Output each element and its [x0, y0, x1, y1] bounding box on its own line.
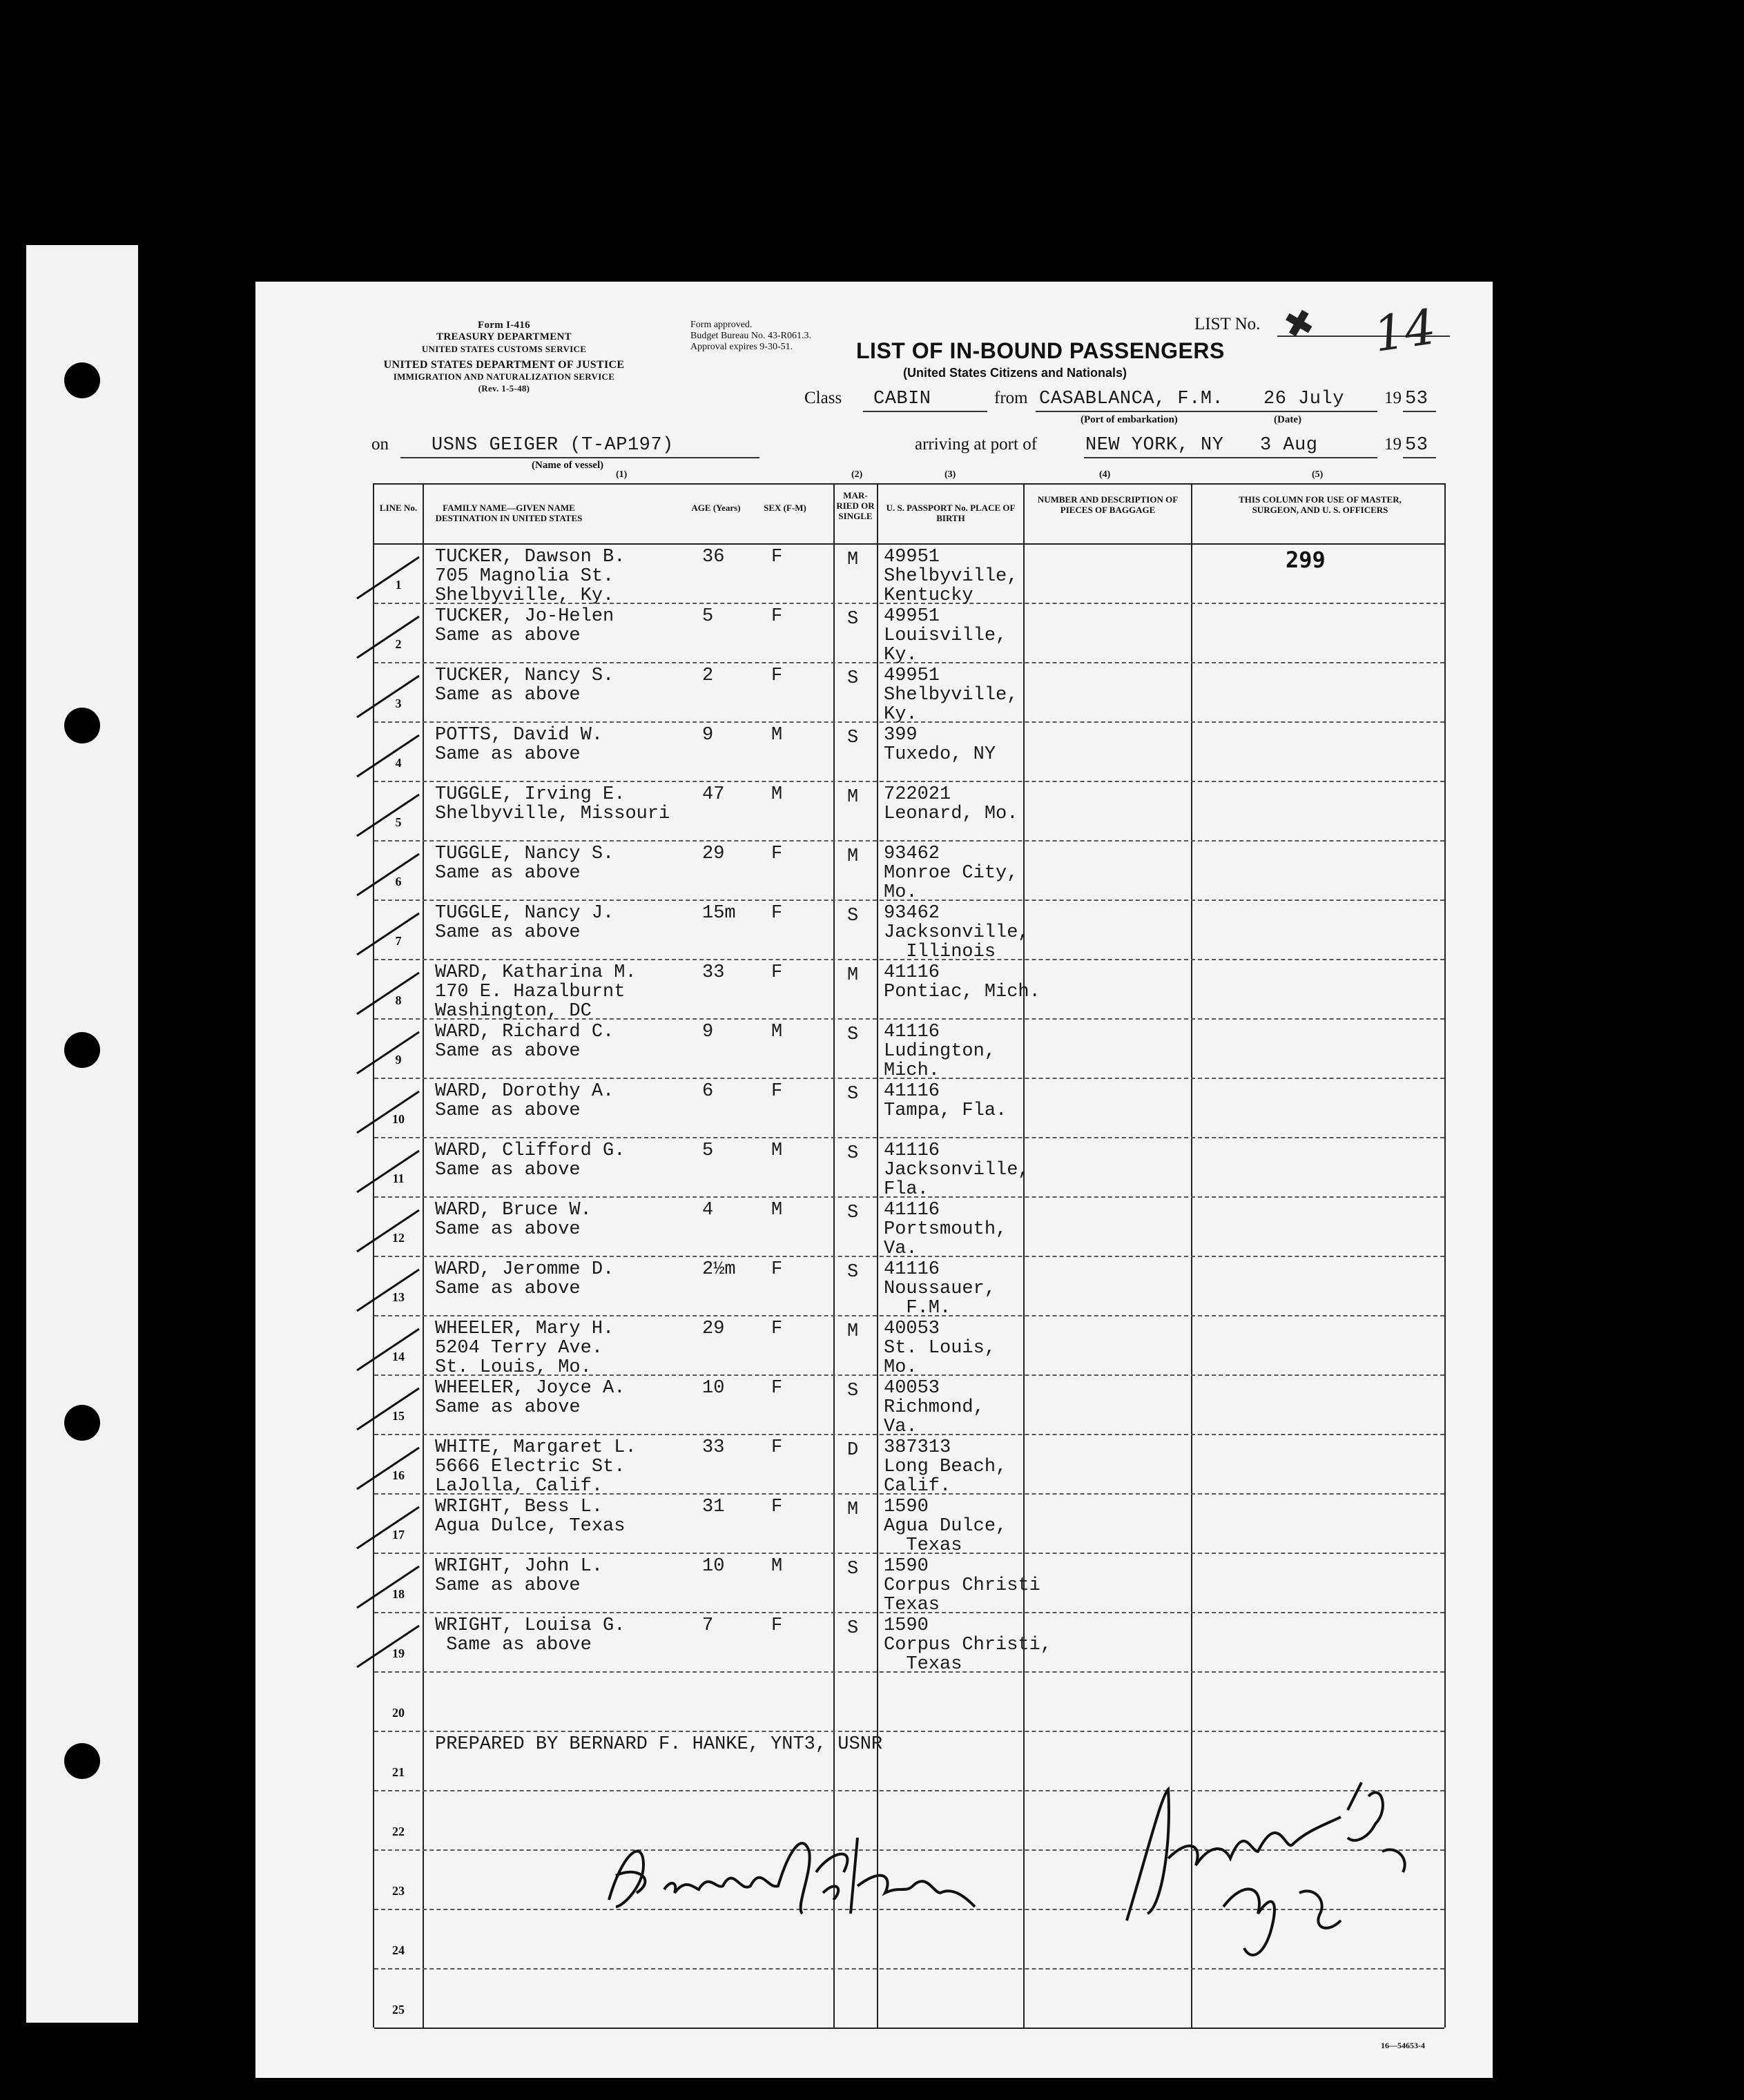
passenger-age: 5 [702, 606, 714, 627]
passenger-name: WARD, Clifford G. Same as above [435, 1140, 626, 1180]
list-no-label: LIST No. [1194, 315, 1261, 333]
col-married: MAR-RIED OR SINGLE [836, 490, 875, 521]
officer-note: 299 [1286, 547, 1326, 573]
footer-code: 16—54653-4 [1381, 2041, 1425, 2050]
col-number-5: (5) [1312, 469, 1324, 480]
passenger-sex: F [771, 1259, 783, 1280]
check-mark-icon [357, 557, 419, 605]
line-number: 15 [392, 1409, 405, 1423]
arrival-line [1084, 457, 1377, 458]
form-number: Form I-416 [478, 320, 530, 331]
col-line-no: LINE No. [379, 503, 418, 513]
passenger-name: WRIGHT, Louisa G. Same as above [435, 1615, 626, 1655]
passenger-age: 4 [702, 1200, 714, 1221]
table-row [374, 840, 1444, 903]
arrival-year-prefix: 19 [1384, 435, 1402, 454]
struck-list-number: ✖ [1279, 300, 1319, 349]
punch-hole [64, 1405, 100, 1441]
port-embarkation-caption: (Port of embarkation) [1081, 414, 1178, 425]
passenger-age: 33 [702, 1437, 725, 1458]
table-row [374, 721, 1444, 781]
passenger-marital-status: S [847, 1559, 859, 1579]
passenger-passport: 1590 Corpus Christi Texas [884, 1556, 1040, 1615]
line-number: 19 [392, 1646, 405, 1660]
passenger-age: 2½m [702, 1259, 736, 1280]
passenger-passport: 41116 Ludington, Mich. [884, 1022, 996, 1081]
table-row [374, 1434, 1444, 1497]
check-mark-icon [357, 795, 419, 843]
passenger-marital-status: S [847, 1203, 859, 1223]
check-mark-icon [357, 854, 419, 902]
passenger-name: WARD, Richard C. Same as above [435, 1022, 614, 1062]
table-row [374, 1196, 1444, 1259]
passenger-age: 15m [702, 903, 736, 924]
line-number: 13 [392, 1290, 405, 1304]
passenger-name: TUCKER, Jo-Helen Same as above [435, 606, 614, 646]
passenger-passport: 49951 Shelbyville, Ky. [884, 665, 1018, 725]
perforated-strip [26, 245, 138, 2023]
passenger-passport: 93462 Monroe City, Mo. [884, 844, 1018, 903]
passenger-sex: M [771, 1200, 783, 1221]
passenger-passport: 49951 Louisville, Ky. [884, 606, 1007, 665]
check-mark-icon [357, 735, 419, 784]
passenger-passport: 41116 Portsmouth, Va. [884, 1200, 1007, 1259]
arriving-label: arriving at port of [915, 435, 1038, 454]
passenger-name: TUGGLE, Nancy J. Same as above [435, 903, 614, 943]
line-number: 5 [395, 815, 402, 829]
check-mark-icon [357, 1448, 419, 1496]
line-number: 24 [392, 1943, 405, 1957]
passenger-age: 29 [702, 1319, 725, 1339]
check-mark-icon [357, 1507, 419, 1555]
vessel-caption: (Name of vessel) [532, 460, 604, 471]
check-mark-icon [357, 1626, 419, 1674]
passenger-name: PREPARED BY BERNARD F. HANKE, YNT3, USNR [435, 1734, 883, 1755]
passenger-passport: 722021 Leonard, Mo. [884, 784, 1018, 824]
passenger-age: 31 [702, 1497, 725, 1517]
passenger-sex: F [771, 844, 783, 864]
passenger-age: 9 [702, 1022, 714, 1042]
table-row [374, 1315, 1444, 1378]
line-number: 14 [392, 1350, 405, 1363]
check-mark-icon [357, 1388, 419, 1437]
year-prefix: 19 [1384, 389, 1402, 407]
passenger-list-form [255, 282, 1493, 2078]
passenger-name: WARD, Katharina M. 170 E. Hazalburnt Washington, DC [435, 962, 637, 1022]
line-number: 18 [392, 1587, 405, 1601]
vessel-name: USNS GEIGER (T-AP197) [432, 435, 674, 456]
passenger-marital-status: S [847, 1262, 859, 1283]
passenger-age: 10 [702, 1378, 725, 1399]
check-mark-icon [357, 676, 419, 724]
passenger-age: 9 [702, 725, 714, 746]
passenger-sex: M [771, 784, 783, 805]
passenger-marital-status: M [847, 1499, 859, 1520]
passenger-marital-status: S [847, 609, 859, 630]
from-date: 26 July [1263, 389, 1344, 409]
passenger-passport: 41116 Pontiac, Mich. [884, 962, 1040, 1002]
passenger-sex: F [771, 665, 783, 686]
passenger-marital-status: D [847, 1440, 859, 1461]
table-row [374, 1968, 1444, 2028]
passenger-marital-status: M [847, 550, 859, 570]
passenger-sex: F [771, 1378, 783, 1399]
passenger-passport: 41116 Jacksonville, Fla. [884, 1140, 1029, 1200]
passenger-age: 29 [702, 844, 725, 864]
passenger-passport: 399 Tuxedo, NY [884, 725, 996, 765]
signature [595, 1824, 982, 1934]
passenger-sex: F [771, 1497, 783, 1517]
table-row [374, 1078, 1444, 1137]
table-row [374, 959, 1444, 1022]
table-row [374, 603, 1444, 665]
from-label: from [994, 389, 1028, 407]
table-row [374, 1671, 1444, 1731]
class-label: Class [804, 389, 842, 407]
passenger-name: WHITE, Margaret L. 5666 Electric St. LaJolla, Calif. [435, 1437, 637, 1497]
list-no-value: 14 [1370, 298, 1440, 363]
passenger-passport: 40053 Richmond, Va. [884, 1378, 985, 1437]
passenger-name: TUCKER, Dawson B. 705 Magnolia St. Shelbyville, Ky. [435, 547, 626, 606]
line-number: 25 [392, 2003, 405, 2016]
from-year: 53 [1405, 389, 1428, 409]
officer-signature [1120, 1769, 1437, 1976]
on-label: on [371, 435, 389, 454]
line-number: 4 [395, 756, 402, 770]
passenger-passport: 41116 Noussauer, F.M. [884, 1259, 996, 1319]
revision-label: (Rev. 1-5-48) [478, 383, 530, 393]
check-mark-icon [357, 1032, 419, 1080]
passenger-passport: 93462 Jacksonville, Illinois [884, 903, 1029, 962]
budget-bureau: Budget Bureau No. 43-R061.3. [690, 331, 811, 341]
passenger-marital-status: S [847, 1143, 859, 1164]
passenger-sex: F [771, 606, 783, 627]
line-number: 1 [395, 578, 402, 592]
passenger-sex: F [771, 1437, 783, 1458]
check-mark-icon [357, 1329, 419, 1377]
treasury-department: TREASURY DEPARTMENT [436, 331, 572, 342]
table-row [374, 1493, 1444, 1556]
passenger-sex: M [771, 725, 783, 746]
table-row [374, 1256, 1444, 1319]
page-subtitle: (United States Citizens and Nationals) [902, 366, 1127, 380]
passenger-sex: F [771, 1319, 783, 1339]
line-number: 16 [392, 1468, 405, 1482]
passenger-marital-status: S [847, 1618, 859, 1639]
check-mark-icon [357, 1566, 419, 1615]
passenger-sex: M [771, 1556, 783, 1577]
check-mark-icon [357, 913, 419, 962]
row-divider [374, 2028, 1444, 2029]
passenger-age: 33 [702, 962, 725, 983]
passenger-age: 10 [702, 1556, 725, 1577]
passenger-marital-status: M [847, 787, 859, 808]
passenger-name: TUCKER, Nancy S. Same as above [435, 665, 614, 706]
passenger-passport: 1590 Agua Dulce, Texas [884, 1497, 1007, 1556]
table-row [374, 662, 1444, 725]
table-row [374, 900, 1444, 962]
line-number: 12 [392, 1231, 405, 1245]
passenger-passport: 387313 Long Beach, Calif. [884, 1437, 1007, 1497]
passenger-marital-status: M [847, 846, 859, 867]
col-name: FAMILY NAME—GIVEN NAME DESTINATION IN UNITED STATES [435, 503, 583, 523]
col-age: AGE (Years) [691, 503, 741, 513]
vessel-line [400, 457, 759, 458]
passenger-age: 36 [702, 547, 725, 567]
passenger-passport: 1590 Corpus Christi, Texas [884, 1615, 1052, 1675]
passenger-marital-status: S [847, 728, 859, 748]
passenger-marital-status: S [847, 668, 859, 689]
passenger-name: WRIGHT, Bess L. Agua Dulce, Texas [435, 1497, 626, 1537]
signature-text [637, 1938, 909, 1973]
class-line [863, 411, 987, 412]
passenger-sex: F [771, 1081, 783, 1102]
passenger-name: WHEELER, Joyce A. Same as above [435, 1378, 626, 1418]
passenger-sex: F [771, 547, 783, 567]
department-of-justice: UNITED STATES DEPARTMENT OF JUSTICE [383, 359, 625, 371]
passenger-name: TUGGLE, Nancy S. Same as above [435, 844, 614, 884]
line-number: 11 [392, 1171, 405, 1185]
punch-hole [64, 362, 100, 398]
col-sex: SEX (F-M) [764, 503, 806, 513]
table-row [374, 1374, 1444, 1437]
line-number: 8 [395, 993, 402, 1007]
arrival-year-line [1403, 457, 1436, 458]
passenger-name: WARD, Jeromme D. Same as above [435, 1259, 614, 1299]
passenger-marital-status: M [847, 1321, 859, 1342]
line-number: 7 [395, 934, 402, 948]
passenger-age: 47 [702, 784, 725, 805]
check-mark-icon [357, 616, 419, 665]
line-number: 20 [392, 1706, 405, 1720]
from-port: CASABLANCA, F.M. [1039, 389, 1224, 409]
passenger-name: WRIGHT, John L. Same as above [435, 1556, 603, 1596]
date-caption: (Date) [1274, 414, 1301, 425]
line-number: 21 [392, 1765, 405, 1779]
table-row [374, 1612, 1444, 1675]
col-number-3: (3) [944, 469, 956, 480]
table-row [374, 543, 1444, 606]
passenger-name: POTTS, David W. Same as above [435, 725, 603, 765]
arrival-port: NEW YORK, NY [1085, 435, 1224, 456]
check-mark-icon [357, 973, 419, 1021]
arrival-date: 3 Aug [1260, 435, 1318, 456]
table-row [374, 781, 1444, 840]
table-row [374, 1018, 1444, 1081]
passenger-marital-status: M [847, 965, 859, 986]
check-mark-icon [357, 1091, 419, 1140]
line-number: 22 [392, 1825, 405, 1838]
passenger-age: 6 [702, 1081, 714, 1102]
punch-hole [64, 1743, 100, 1779]
passenger-sex: F [771, 1615, 783, 1636]
passenger-sex: F [771, 903, 783, 924]
line-number: 17 [392, 1528, 405, 1542]
passenger-sex: M [771, 1022, 783, 1042]
col-number-4: (4) [1099, 469, 1111, 480]
passenger-name: WARD, Bruce W. Same as above [435, 1200, 592, 1240]
page-title: LIST OF IN-BOUND PASSENGERS [856, 338, 1225, 363]
line-number: 10 [392, 1112, 405, 1126]
passenger-passport: 41116 Tampa, Fla. [884, 1081, 1007, 1121]
form-approved: Form approved. [690, 320, 753, 330]
passenger-marital-status: S [847, 1024, 859, 1045]
table-row [374, 1137, 1444, 1200]
line-number: 23 [392, 1884, 405, 1898]
col-baggage: NUMBER AND DESCRIPTION OF PIECES OF BAGGAGE [1037, 494, 1179, 515]
col-number-1: (1) [616, 469, 628, 480]
punch-hole [64, 1032, 100, 1068]
passenger-age: 5 [702, 1140, 714, 1161]
passenger-marital-status: S [847, 1084, 859, 1105]
customs-service: UNITED STATES CUSTOMS SERVICE [421, 344, 587, 354]
arrival-year: 53 [1405, 435, 1428, 456]
passenger-sex: F [771, 962, 783, 983]
passenger-age: 7 [702, 1615, 714, 1636]
check-mark-icon [357, 1270, 419, 1318]
punch-hole [64, 708, 100, 743]
approval-expires: Approval expires 9-30-51. [690, 342, 793, 352]
passenger-passport: 40053 St. Louis, Mo. [884, 1319, 996, 1378]
passenger-table [373, 483, 1446, 2028]
line-number: 3 [395, 697, 402, 710]
col-passport: U. S. PASSPORT No. PLACE OF BIRTH [886, 503, 1016, 523]
ins-label: IMMIGRATION AND NATURALIZATION SERVICE [393, 371, 615, 382]
passenger-name: WARD, Dorothy A. Same as above [435, 1081, 614, 1121]
from-line [1036, 411, 1377, 412]
passenger-passport: 49951 Shelbyville, Kentucky [884, 547, 1018, 606]
line-number: 6 [395, 875, 402, 888]
passenger-marital-status: S [847, 1381, 859, 1401]
check-mark-icon [357, 1151, 419, 1199]
passenger-sex: M [771, 1140, 783, 1161]
passenger-name: WHEELER, Mary H. 5204 Terry Ave. St. Louis, Mo. [435, 1319, 614, 1378]
class-value: CABIN [873, 389, 931, 409]
year-line [1403, 411, 1436, 412]
passenger-age: 2 [702, 665, 714, 686]
passenger-marital-status: S [847, 906, 859, 926]
check-mark-icon [357, 1210, 419, 1258]
passenger-name: TUGGLE, Irving E. Shelbyville, Missouri [435, 784, 670, 824]
col-number-2: (2) [851, 469, 863, 480]
line-number: 2 [395, 637, 402, 651]
line-number: 9 [395, 1053, 402, 1067]
col-officers: THIS COLUMN FOR USE OF MASTER, SURGEON, AND U. S. OFFICERS [1239, 494, 1402, 515]
table-row [374, 1553, 1444, 1615]
